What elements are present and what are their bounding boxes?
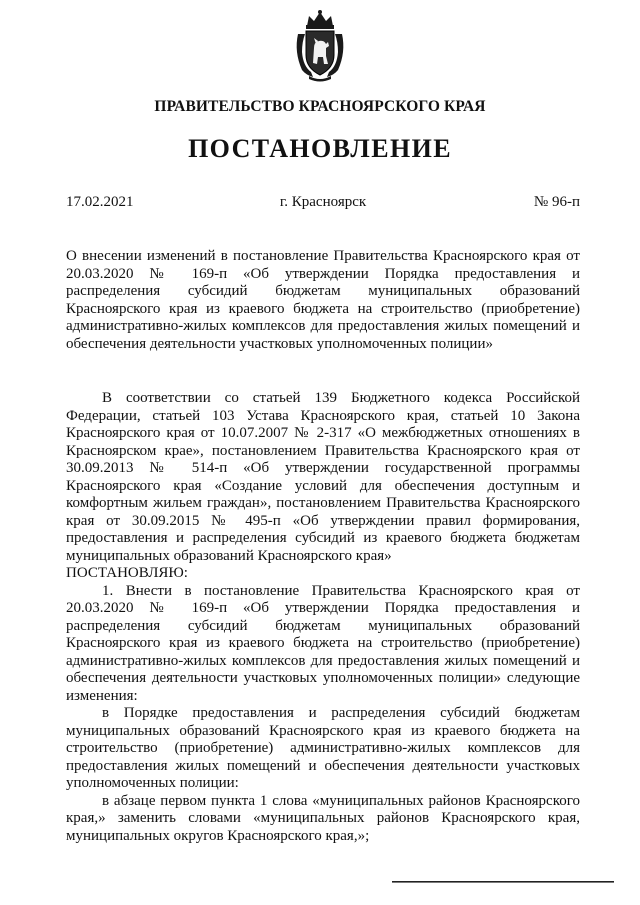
document-city: г. Красноярск [279,194,367,210]
document-meta-row [66,194,580,214]
item-1-change-paragraph: в абзаце первом пункта 1 слова «муниципальных районов Красноярского края,» заменить словами «муниципальных районов Красноярского края, муниципальных округов Красноярского края,»; [66,792,580,844]
document-body [66,390,580,845]
government-name: ПРАВИТЕЛЬСТВО КРАСНОЯРСКОГО КРАЯ [154,98,486,115]
item-1-sub-paragraph: в Порядке предоставления и распределения субсидий бюджетам муниципальных образований Красноярского края из краевого бюджета на строительство (приобретение) административно-жилых комплексов для предоставления жилых помещений и обеспечения деятельности участковых уполномоченных полиции: [66,705,580,791]
preamble-paragraph: В соответствии со статьей 139 Бюджетного кодекса Российской Федерации, статьей 103 Устава Красноярского края, статьей 10 Закона Красноярского края от 10.07.2007 № 2-317 «О межбюджетных отношениях в Красноярском крае», постановлением Правительства Красноярского края от 30.09.2013 № 514-п «Об утверждении государственной программы Красноярского края «Создание условий для обеспечения доступным и комфортным жильем граждан», постановлением Правительства Красноярского края от 30.09.2015 № 495-п «Об утверждении правил формирования, предоставления и распределения субсидий из краевого бюджета бюджетам муниципальных образований Красноярского края» [66,390,580,564]
document-number: № 96-п [533,194,580,210]
decree-word: ПОСТАНОВЛЯЮ: [66,565,188,581]
document-type-title: ПОСТАНОВЛЕНИЕ [188,134,452,163]
document-subject: О внесении изменений в постановление Правительства Красноярского края от 20.03.2020 № 169-п «Об утверждении Порядка предоставления и распределения субсидий бюджетам муниципальных образований Красноярского края из краевого бюджета на строительство (приобретение) административно-жилых комплексов для предоставления жилых помещений и обеспечения деятельности участковых уполномоченных полиции» [66,248,580,352]
document-date: 17.02.2021 [66,194,134,210]
footer-rule [392,880,614,884]
item-1-paragraph: 1. Внести в постановление Правительства Красноярского края от 20.03.2020 № 169-п «Об утверждении Порядка предоставления и распределения субсидий бюджетам муниципальных образований Красноярского края из краевого бюджета на строительство (приобретение) административно-жилых комплексов для предоставления жилых помещений и обеспечения деятельности участковых уполномоченных полиции» следующие изменения: [66,582,580,704]
coat-of-arms-emblem [293,8,347,82]
